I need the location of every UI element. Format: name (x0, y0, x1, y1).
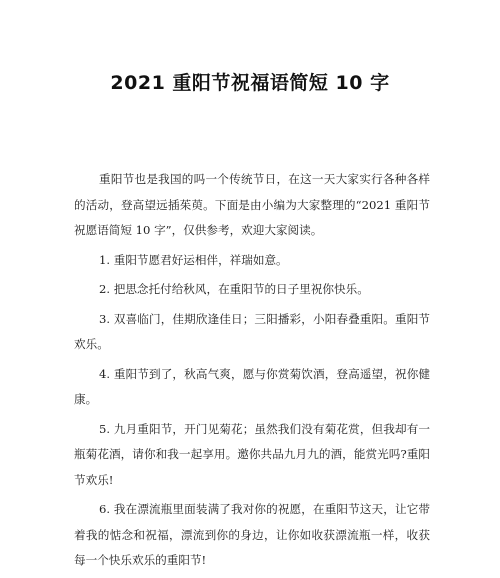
list-item-3: 3. 双喜临门，佳期欣逢佳日；三阳播彩，小阳春叠重阳。重阳节欢乐。 (74, 311, 430, 351)
list-item-6: 6. 我在漂流瓶里面装满了我对你的祝愿，在重阳节这天，让它带着我的惦念和祝福，漂流到你的身边，让你如收获漂流瓶一样，收获每一个快乐欢乐的重阳节! (74, 502, 430, 567)
list-item-5: 5. 九月重阳节，开门见菊花；虽然我们没有菊花赏，但我却有一瓶菊花酒，请你和我一起享用。邀你共品九月九的酒，能赏光吗?重阳节欢乐! (74, 421, 430, 487)
document-title: 2021 重阳节祝福语简短 10 字 (110, 72, 390, 94)
document-body (74, 167, 430, 578)
list-item-1: 1. 重阳节愿君好运相伴，祥瑞如意。 (99, 252, 288, 267)
intro-paragraph: 重阳节也是我国的吗一个传统节日，在这一天大家实行各种各样的活动，登高望远插茱萸。下面是由小编为大家整理的“2021 重阳节祝愿语简短 10 字”，仅供参考，欢迎大家阅读。 (74, 172, 430, 237)
list-item-4: 4. 重阳节到了，秋高气爽，愿与你赏菊饮酒，登高遥望，祝你健康。 (74, 366, 430, 406)
list-item-2: 2. 把思念托付给秋风，在重阳节的日子里祝你快乐。 (99, 282, 369, 296)
